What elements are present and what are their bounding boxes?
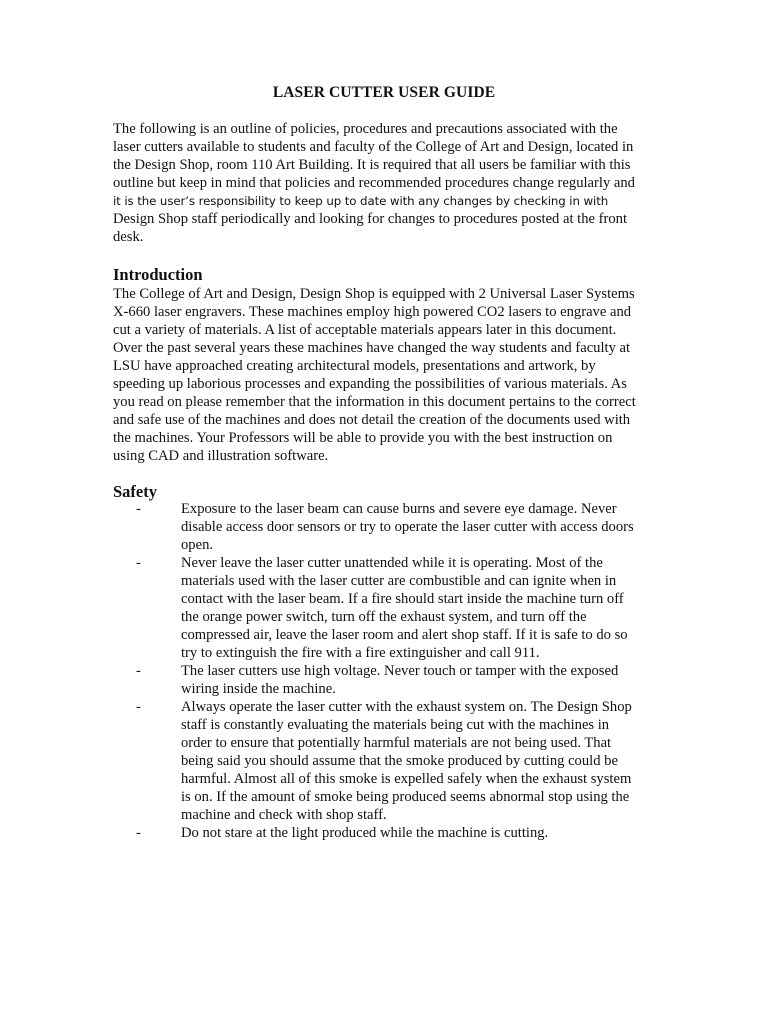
introduction-line: X-660 laser engravers. These machines employ high powered CO2 lasers to engrave and: [113, 304, 632, 320]
intro-line: The following is an outline of policies, procedures and precautions associated with the: [113, 121, 618, 137]
intro-line: desk.: [113, 229, 144, 245]
safety-line: wiring inside the machine.: [181, 681, 336, 697]
introduction-line: Over the past several years these machines have changed the way students and faculty at: [113, 340, 631, 356]
introduction-paragraph: [113, 285, 658, 465]
bullet-dash: -: [136, 663, 141, 679]
bullet-dash: -: [136, 501, 141, 517]
safety-item: [0, 662, 661, 698]
safety-line: order to ensure that potentially harmful materials are not being used. That: [181, 735, 612, 751]
bullet-dash: -: [136, 825, 141, 841]
bullet-dash: -: [136, 555, 141, 571]
document-title: LASER CUTTER USER GUIDE: [272, 84, 496, 101]
intro-line: laser cutters available to students and faculty of the College of Art and Design, located in: [113, 139, 634, 155]
safety-line: The laser cutters use high voltage. Never touch or tamper with the exposed: [181, 663, 619, 679]
safety-line: contact with the laser beam. If a fire should start inside the machine turn off: [181, 591, 624, 607]
introduction-line: you read on please remember that the information in this document pertains to the correct: [113, 394, 636, 410]
intro-paragraph: [113, 120, 653, 246]
safety-line: machine and check with shop staff.: [181, 807, 387, 823]
safety-line: disable access door sensors or try to operate the laser cutter with access doors: [181, 519, 634, 535]
introduction-line: LSU have approached creating architectural models, presentations and artwork, by: [113, 358, 596, 374]
safety-heading: Safety: [113, 482, 157, 501]
introduction-heading: Introduction: [113, 265, 203, 284]
safety-item: [0, 824, 661, 842]
safety-line: staff is constantly evaluating the materials being cut with the machines in: [181, 717, 610, 733]
safety-line: Do not stare at the light produced while the machine is cutting.: [181, 825, 549, 841]
safety-line: harmful. Almost all of this smoke is expelled safely when the exhaust system: [181, 771, 632, 787]
intro-line: it is the user’s responsibility to keep up to date with any changes by checking in with: [113, 194, 609, 208]
safety-line: try to extinguish the fire with a fire extinguisher and call 911.: [181, 645, 540, 661]
safety-line: Never leave the laser cutter unattended while it is operating. Most of the: [181, 555, 603, 571]
safety-line: the orange power switch, turn off the exhaust system, and turn off the: [181, 609, 587, 625]
introduction-line: the machines. Your Professors will be able to provide you with the best instruction on: [113, 430, 613, 446]
safety-line: Always operate the laser cutter with the exhaust system on. The Design Shop: [181, 699, 632, 715]
bullet-dash: -: [136, 699, 141, 715]
safety-item: [0, 554, 661, 662]
introduction-line: cut a variety of materials. A list of acceptable materials appears later in this document.: [113, 322, 617, 338]
introduction-line: speeding up laborious processes and expanding the possibilities of various materials. As: [113, 376, 627, 392]
safety-item: [0, 500, 661, 554]
safety-line: is on. If the amount of smoke being produced seems abnormal stop using the: [181, 789, 630, 805]
safety-line: materials used with the laser cutter are combustible and can ignite when in: [181, 573, 617, 589]
introduction-line: The College of Art and Design, Design Shop is equipped with 2 Universal Laser Systems: [113, 286, 635, 302]
safety-list: [0, 500, 768, 842]
safety-line: open.: [181, 537, 214, 553]
introduction-line: and safe use of the machines and does not detail the creation of the documents used with: [113, 412, 631, 428]
intro-line: outline but keep in mind that policies and recommended procedures change regularly and: [113, 175, 635, 191]
intro-line: the Design Shop, room 110 Art Building. It is required that all users be familiar with this: [113, 157, 631, 173]
safety-line: Exposure to the laser beam can cause burns and severe eye damage. Never: [181, 501, 617, 517]
safety-item: [0, 698, 661, 824]
safety-line: compressed air, leave the laser room and alert shop staff. If it is safe to do so: [181, 627, 628, 643]
introduction-line: using CAD and illustration software.: [113, 448, 329, 464]
safety-line: being said you should assume that the smoke produced by cutting could be: [181, 753, 618, 769]
intro-line: Design Shop staff periodically and looking for changes to procedures posted at the front: [113, 211, 628, 227]
